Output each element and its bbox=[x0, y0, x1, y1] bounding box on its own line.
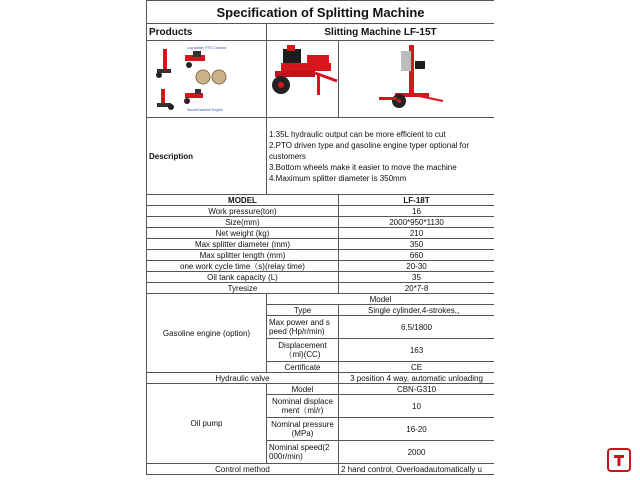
spec-value: 20-30 bbox=[339, 261, 495, 272]
spec-label: Tyresize bbox=[147, 283, 339, 294]
hydraulic-row bbox=[147, 373, 495, 384]
spec-value: 20*7-8 bbox=[339, 283, 495, 294]
engine-row-value: 163 bbox=[339, 339, 495, 362]
spec-value: 660 bbox=[339, 250, 495, 261]
spec-row bbox=[147, 283, 495, 294]
engine-row-value: 6.5/1800 bbox=[339, 316, 495, 339]
engine-row-label: Displacement （ml)(CC) bbox=[267, 339, 339, 362]
pump-row-value: 2000 bbox=[339, 441, 495, 464]
engine-row-label: Max power and s peed (Hp/r/min) bbox=[267, 316, 339, 339]
spec-row bbox=[147, 228, 495, 239]
spec-value: 2000*950*1130 bbox=[339, 217, 495, 228]
pump-row-label: Nominal speed(2 000r/min) bbox=[267, 441, 339, 464]
products-label: Products bbox=[147, 24, 267, 41]
engine-row-label: Certificate bbox=[267, 362, 339, 373]
site-logo-icon bbox=[606, 447, 632, 473]
spec-row bbox=[147, 250, 495, 261]
spec-row bbox=[147, 261, 495, 272]
spec-value: 210 bbox=[339, 228, 495, 239]
model-header-value: LF-18T bbox=[339, 195, 495, 206]
description-row bbox=[147, 118, 495, 195]
product-thumbnails-image bbox=[147, 41, 265, 115]
spec-label: Max splitter diameter (mm) bbox=[147, 239, 339, 250]
description-line: 4.Maximum splitter diameter is 350mm bbox=[269, 173, 407, 183]
vertical-splitter-image bbox=[339, 41, 494, 115]
hydraulic-value: 3 position 4 way, automatic unloading bbox=[339, 373, 495, 384]
spec-label: Size(mm) bbox=[147, 217, 339, 228]
spec-row bbox=[147, 239, 495, 250]
description-text bbox=[267, 118, 495, 195]
vertical-image-cell bbox=[339, 41, 495, 118]
model-header-label: MODEL bbox=[147, 195, 339, 206]
spec-row bbox=[147, 272, 495, 283]
pump-row-value: 10 bbox=[339, 395, 495, 418]
description-label: Description bbox=[147, 118, 267, 195]
engine-row-value: Single cylinder,4-strokes,、 bbox=[339, 305, 495, 316]
svg-text:Wood/Gasoline Engine: Wood/Gasoline Engine bbox=[187, 108, 223, 112]
spec-label: Net weight (kg) bbox=[147, 228, 339, 239]
pump-row-value: CBN-G310 bbox=[339, 384, 495, 395]
description-line: 1.35L hydraulic output can be more efficient to cut bbox=[269, 129, 446, 139]
trailer-image-cell bbox=[267, 41, 339, 118]
control-row bbox=[147, 464, 495, 475]
control-value: 2 hand control, Overloadautomatically u bbox=[339, 464, 495, 475]
trailer-splitter-image bbox=[267, 41, 339, 115]
spec-value: 350 bbox=[339, 239, 495, 250]
spec-sheet bbox=[146, 0, 494, 480]
description-line: 3.Bottom wheels make it easier to move the machine bbox=[269, 162, 457, 172]
spec-row bbox=[147, 206, 495, 217]
model-header-row bbox=[147, 195, 495, 206]
hydraulic-label: Hydraulic valve bbox=[147, 373, 339, 384]
spec-label: Max splitter length (mm) bbox=[147, 250, 339, 261]
spec-value: 16 bbox=[339, 206, 495, 217]
sheet-title: Specification of Splitting Machine bbox=[147, 1, 495, 24]
engine-model-label: Model bbox=[267, 294, 495, 305]
pump-label: Oil pump bbox=[147, 384, 267, 464]
pump-row-label: Nominal pressure (MPa) bbox=[267, 418, 339, 441]
pump-row-label: Nominal displace ment（ml/r) bbox=[267, 395, 339, 418]
engine-row-label: Type bbox=[267, 305, 339, 316]
title-row bbox=[147, 1, 495, 24]
spec-label: one work cycle time（s)(relay time) bbox=[147, 261, 339, 272]
spec-row bbox=[147, 217, 495, 228]
images-row bbox=[147, 41, 495, 118]
pump-row-value: 16-20 bbox=[339, 418, 495, 441]
products-row bbox=[147, 24, 495, 41]
control-label: Control method bbox=[147, 464, 339, 475]
thumbnails-cell bbox=[147, 41, 267, 118]
svg-text:Log splitter PTO Connect: Log splitter PTO Connect bbox=[187, 46, 227, 50]
spec-label: Work pressure(ton) bbox=[147, 206, 339, 217]
engine-model-row bbox=[147, 294, 495, 305]
spec-value: 35 bbox=[339, 272, 495, 283]
engine-row-value: CE bbox=[339, 362, 495, 373]
engine-label: Gasoline engine (option) bbox=[147, 294, 267, 373]
spec-label: Oil tank capacity (L) bbox=[147, 272, 339, 283]
spec-table bbox=[146, 0, 494, 475]
pump-row-label: Model bbox=[267, 384, 339, 395]
product-name: Slitting Machine LF-15T bbox=[267, 24, 495, 41]
description-line: 2.PTO driven type and gasoline engine typer optional for customers bbox=[269, 140, 469, 161]
pump-model-row bbox=[147, 384, 495, 395]
